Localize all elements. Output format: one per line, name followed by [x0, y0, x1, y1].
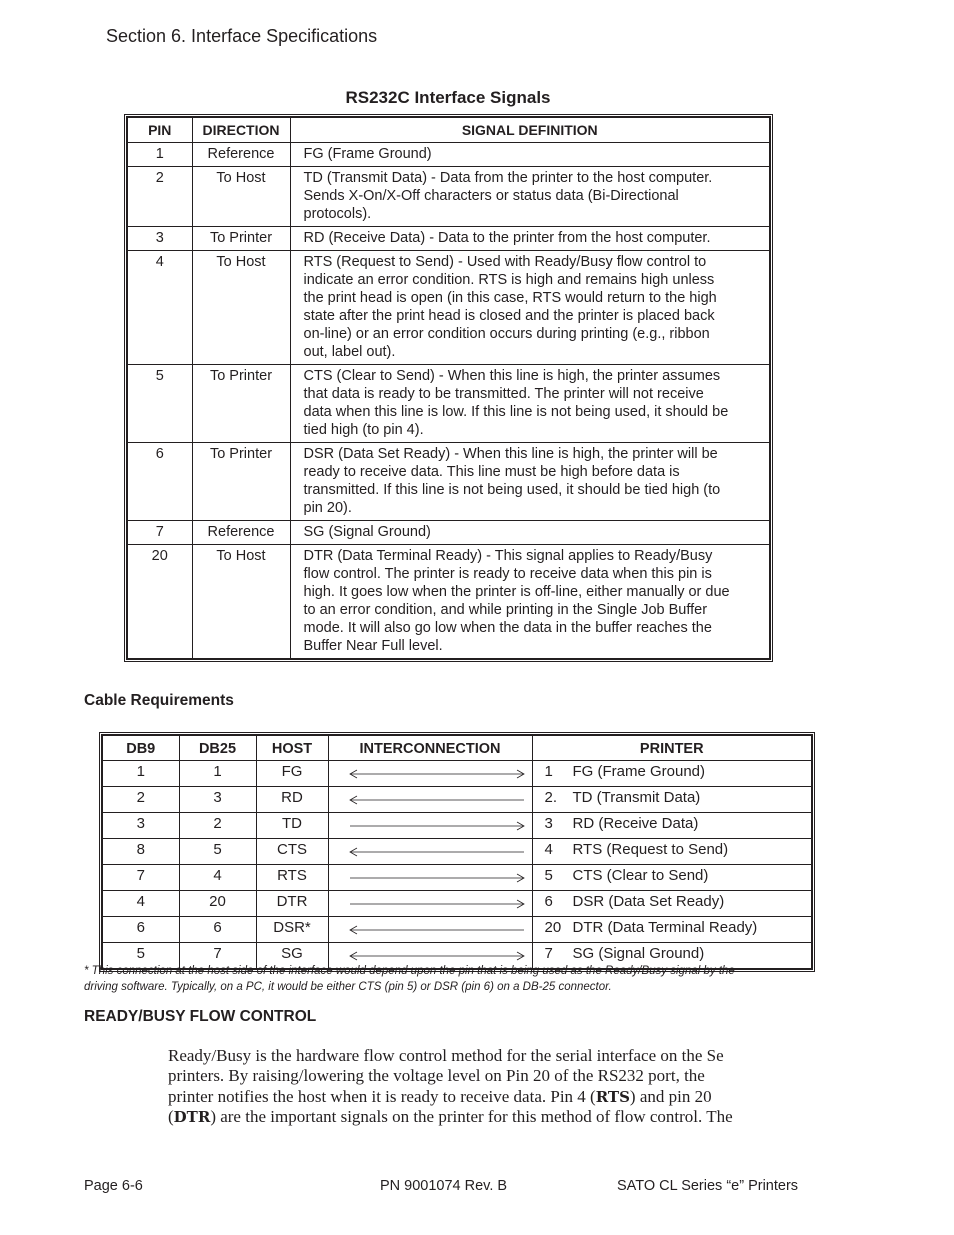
column-header-db25: DB25: [179, 735, 256, 761]
definition-line: data when this line is low. If this line is not being used, it should be: [303, 404, 729, 420]
db9-cell: 4: [102, 891, 179, 917]
printer-cell: [532, 917, 812, 943]
definition-line: that data is ready to be transmitted. The printer will not receive: [303, 386, 704, 402]
direction-cell: To Printer: [192, 365, 290, 443]
table-row: [102, 917, 812, 943]
pin-cell: 2: [127, 167, 192, 227]
arrow-left-icon: [349, 795, 525, 805]
direction-cell: To Host: [192, 251, 290, 365]
pin-cell: 7: [127, 521, 192, 545]
paragraph-text: ) are the important signals on the printer for this method of flow control. The: [210, 1106, 733, 1126]
signal-definition-cell: [290, 227, 770, 251]
printer-signal: TD (Transmit Data): [572, 789, 701, 806]
column-header-printer: PRINTER: [532, 735, 812, 761]
db9-cell: 6: [102, 917, 179, 943]
arrow-both-icon: [349, 951, 525, 961]
printer-pin: 20: [544, 919, 562, 936]
arrow-both-icon: [349, 769, 525, 779]
db25-cell: 7: [179, 943, 256, 970]
printer-pin: 2.: [544, 789, 558, 806]
table-row: [102, 761, 812, 787]
db25-cell: 3: [179, 787, 256, 813]
table-row: [127, 167, 770, 227]
printer-pin: 5: [544, 867, 553, 884]
db9-cell: 5: [102, 943, 179, 970]
definition-line: tied high (to pin 4).: [303, 422, 424, 438]
table-row: [127, 251, 770, 365]
definition-line: TD (Transmit Data) - Data from the printer to the host computer.: [303, 170, 713, 186]
table-row: [127, 143, 770, 167]
interconnection-cell: [328, 917, 532, 943]
signal-definition-cell: [290, 521, 770, 545]
definition-line: protocols).: [303, 206, 372, 222]
definition-line: mode. It will also go low when the data in the buffer reaches the: [303, 620, 712, 636]
pin-cell: 3: [127, 227, 192, 251]
db25-cell: 20: [179, 891, 256, 917]
printer-pin: 3: [544, 815, 553, 832]
table-row: [127, 365, 770, 443]
definition-line: ready to receive data. This line must be high before data is: [303, 464, 680, 480]
paragraph-line: printers. By raising/lowering the voltage level on Pin 20 of the RS232 port, the: [168, 1066, 705, 1086]
printer-signal: RTS (Request to Send): [572, 841, 729, 858]
db9-cell: 3: [102, 813, 179, 839]
rs232-table-title: RS232C Interface Signals: [345, 88, 551, 107]
host-cell: RD: [256, 787, 328, 813]
paragraph-line: [168, 1107, 808, 1127]
column-header-pin: PIN: [127, 117, 192, 143]
db9-cell: 2: [102, 787, 179, 813]
db25-cell: 2: [179, 813, 256, 839]
pin-cell: 6: [127, 443, 192, 521]
interconnection-cell: [328, 761, 532, 787]
direction-cell: To Printer: [192, 443, 290, 521]
signal-definition-cell: [290, 365, 770, 443]
printer-signal: RD (Receive Data): [572, 815, 699, 832]
table-row: [102, 865, 812, 891]
definition-line: on-line) or an error condition occurs during printing (e.g., ribbon: [303, 326, 710, 342]
table-row: [102, 787, 812, 813]
footer-product-name: SATO CL Series “e” Printers: [617, 1178, 799, 1194]
definition-line: transmitted. If this line is not being used, it should be tied high (to: [303, 482, 721, 498]
signal-definition-cell: [290, 545, 770, 660]
cable-requirements-heading: Cable Requirements: [84, 692, 234, 709]
host-cell: TD: [256, 813, 328, 839]
paragraph-text: printer notifies the host when it is ready to receive data. Pin 4 (: [168, 1086, 596, 1106]
printer-signal: DSR (Data Set Ready): [572, 893, 725, 910]
definition-line: to an error condition, and while printing in the Single Job Buffer: [303, 602, 708, 618]
pin-cell: 4: [127, 251, 192, 365]
rts-term: RTS: [595, 1087, 630, 1106]
printer-pin: 7: [544, 945, 553, 962]
pin-cell: 20: [127, 545, 192, 660]
host-cell: SG: [256, 943, 328, 970]
db9-cell: 8: [102, 839, 179, 865]
definition-line: DSR (Data Set Ready) - When this line is high, the printer will be: [303, 446, 718, 462]
definition-line: flow control. The printer is ready to receive data when this pin is: [303, 566, 712, 582]
cable-header-row: [102, 735, 812, 761]
table-row: [102, 891, 812, 917]
arrow-right-icon: [349, 821, 525, 831]
paragraph-line: [168, 1087, 808, 1107]
definition-line: DTR (Data Terminal Ready) - This signal applies to Ready/Busy: [303, 548, 713, 564]
interconnection-cell: [328, 865, 532, 891]
footnote-line: driving software. Typically, on a PC, it would be either CTS (pin 5) or DSR (pin 6) on a DB-25 connector.: [84, 980, 612, 993]
footer-part-number: PN 9001074 Rev. B: [380, 1178, 508, 1194]
signal-definition-cell: [290, 251, 770, 365]
printer-pin: 4: [544, 841, 553, 858]
printer-cell: [532, 787, 812, 813]
table-row: [127, 227, 770, 251]
printer-signal: FG (Frame Ground): [572, 763, 706, 780]
host-cell: RTS: [256, 865, 328, 891]
printer-cell: [532, 865, 812, 891]
db25-cell: 6: [179, 917, 256, 943]
db25-cell: 4: [179, 865, 256, 891]
pin-cell: 5: [127, 365, 192, 443]
printer-cell: [532, 839, 812, 865]
table-row: [102, 813, 812, 839]
db25-cell: 5: [179, 839, 256, 865]
definition-line: SG (Signal Ground): [303, 524, 431, 540]
table-row: [127, 545, 770, 660]
interconnection-cell: [328, 839, 532, 865]
direction-cell: To Printer: [192, 227, 290, 251]
footer-page-number: Page 6-6: [84, 1178, 143, 1194]
definition-line: RD (Receive Data) - Data to the printer from the host computer.: [303, 230, 711, 246]
column-header-interconnection: INTERCONNECTION: [328, 735, 532, 761]
definition-line: high. It goes low when the printer is off-line, either manually or due: [303, 584, 730, 600]
printer-signal: DTR (Data Terminal Ready): [572, 919, 758, 936]
column-header-db9: DB9: [102, 735, 179, 761]
column-header-direction: DIRECTION: [192, 117, 290, 143]
host-cell: DTR: [256, 891, 328, 917]
arrow-left-icon: [349, 847, 525, 857]
definition-line: out, label out).: [303, 344, 396, 360]
paragraph-line: Ready/Busy is the hardware flow control method for the serial interface on the Se: [168, 1046, 724, 1065]
cable-footnote: [84, 964, 804, 995]
signal-definition-cell: [290, 143, 770, 167]
interconnection-cell: [328, 813, 532, 839]
definition-line: indicate an error condition. RTS is high and remains high unless: [303, 272, 715, 288]
table-row: [127, 443, 770, 521]
cable-requirements-table: [101, 734, 813, 970]
definition-line: FG (Frame Ground): [303, 146, 432, 162]
db9-cell: 1: [102, 761, 179, 787]
printer-pin: 6: [544, 893, 553, 910]
dtr-term: DTR: [173, 1107, 211, 1126]
paragraph-text: (: [168, 1106, 174, 1126]
printer-signal: CTS (Clear to Send): [572, 867, 709, 884]
host-cell: CTS: [256, 839, 328, 865]
arrow-right-icon: [349, 899, 525, 909]
interconnection-cell: [328, 891, 532, 917]
db9-cell: 7: [102, 865, 179, 891]
table-row: [102, 839, 812, 865]
pin-cell: 1: [127, 143, 192, 167]
printer-cell: [532, 761, 812, 787]
db25-cell: 1: [179, 761, 256, 787]
printer-cell: [532, 813, 812, 839]
printer-cell: [532, 891, 812, 917]
table-row: [127, 521, 770, 545]
arrow-right-icon: [349, 873, 525, 883]
arrow-left-icon: [349, 925, 525, 935]
direction-cell: Reference: [192, 521, 290, 545]
definition-line: RTS (Request to Send) - Used with Ready/Busy flow control to: [303, 254, 707, 270]
direction-cell: To Host: [192, 167, 290, 227]
printer-pin: 1: [544, 763, 553, 780]
definition-line: the print head is open (in this case, RTS would return to the high: [303, 290, 717, 306]
interconnection-cell: [328, 787, 532, 813]
printer-signal: SG (Signal Ground): [572, 945, 705, 962]
rs232-signals-table: [126, 116, 771, 660]
definition-line: Sends X-On/X-Off characters or status data (Bi-Directional: [303, 188, 679, 204]
definition-line: state after the print head is closed and the printer is placed back: [303, 308, 715, 324]
definition-line: CTS (Clear to Send) - When this line is high, the printer assumes: [303, 368, 721, 384]
host-cell: DSR*: [256, 917, 328, 943]
definition-line: Buffer Near Full level.: [303, 638, 443, 654]
direction-cell: Reference: [192, 143, 290, 167]
signal-definition-cell: [290, 443, 770, 521]
ready-busy-heading: READY/BUSY FLOW CONTROL: [84, 1008, 317, 1025]
definition-line: pin 20).: [303, 500, 352, 516]
rs232-header-row: [127, 117, 770, 143]
column-header-signal-definition: SIGNAL DEFINITION: [290, 117, 770, 143]
signal-definition-cell: [290, 167, 770, 227]
section-header: Section 6. Interface Specifications: [106, 26, 378, 46]
host-cell: FG: [256, 761, 328, 787]
ready-busy-paragraph: [168, 1046, 808, 1127]
paragraph-text: ) and pin 20: [629, 1086, 712, 1106]
column-header-host: HOST: [256, 735, 328, 761]
direction-cell: To Host: [192, 545, 290, 660]
footnote-line: * This connection at the host side of the interface would depend upon the pin that is being used as the Ready/Busy signal by the: [84, 965, 735, 977]
